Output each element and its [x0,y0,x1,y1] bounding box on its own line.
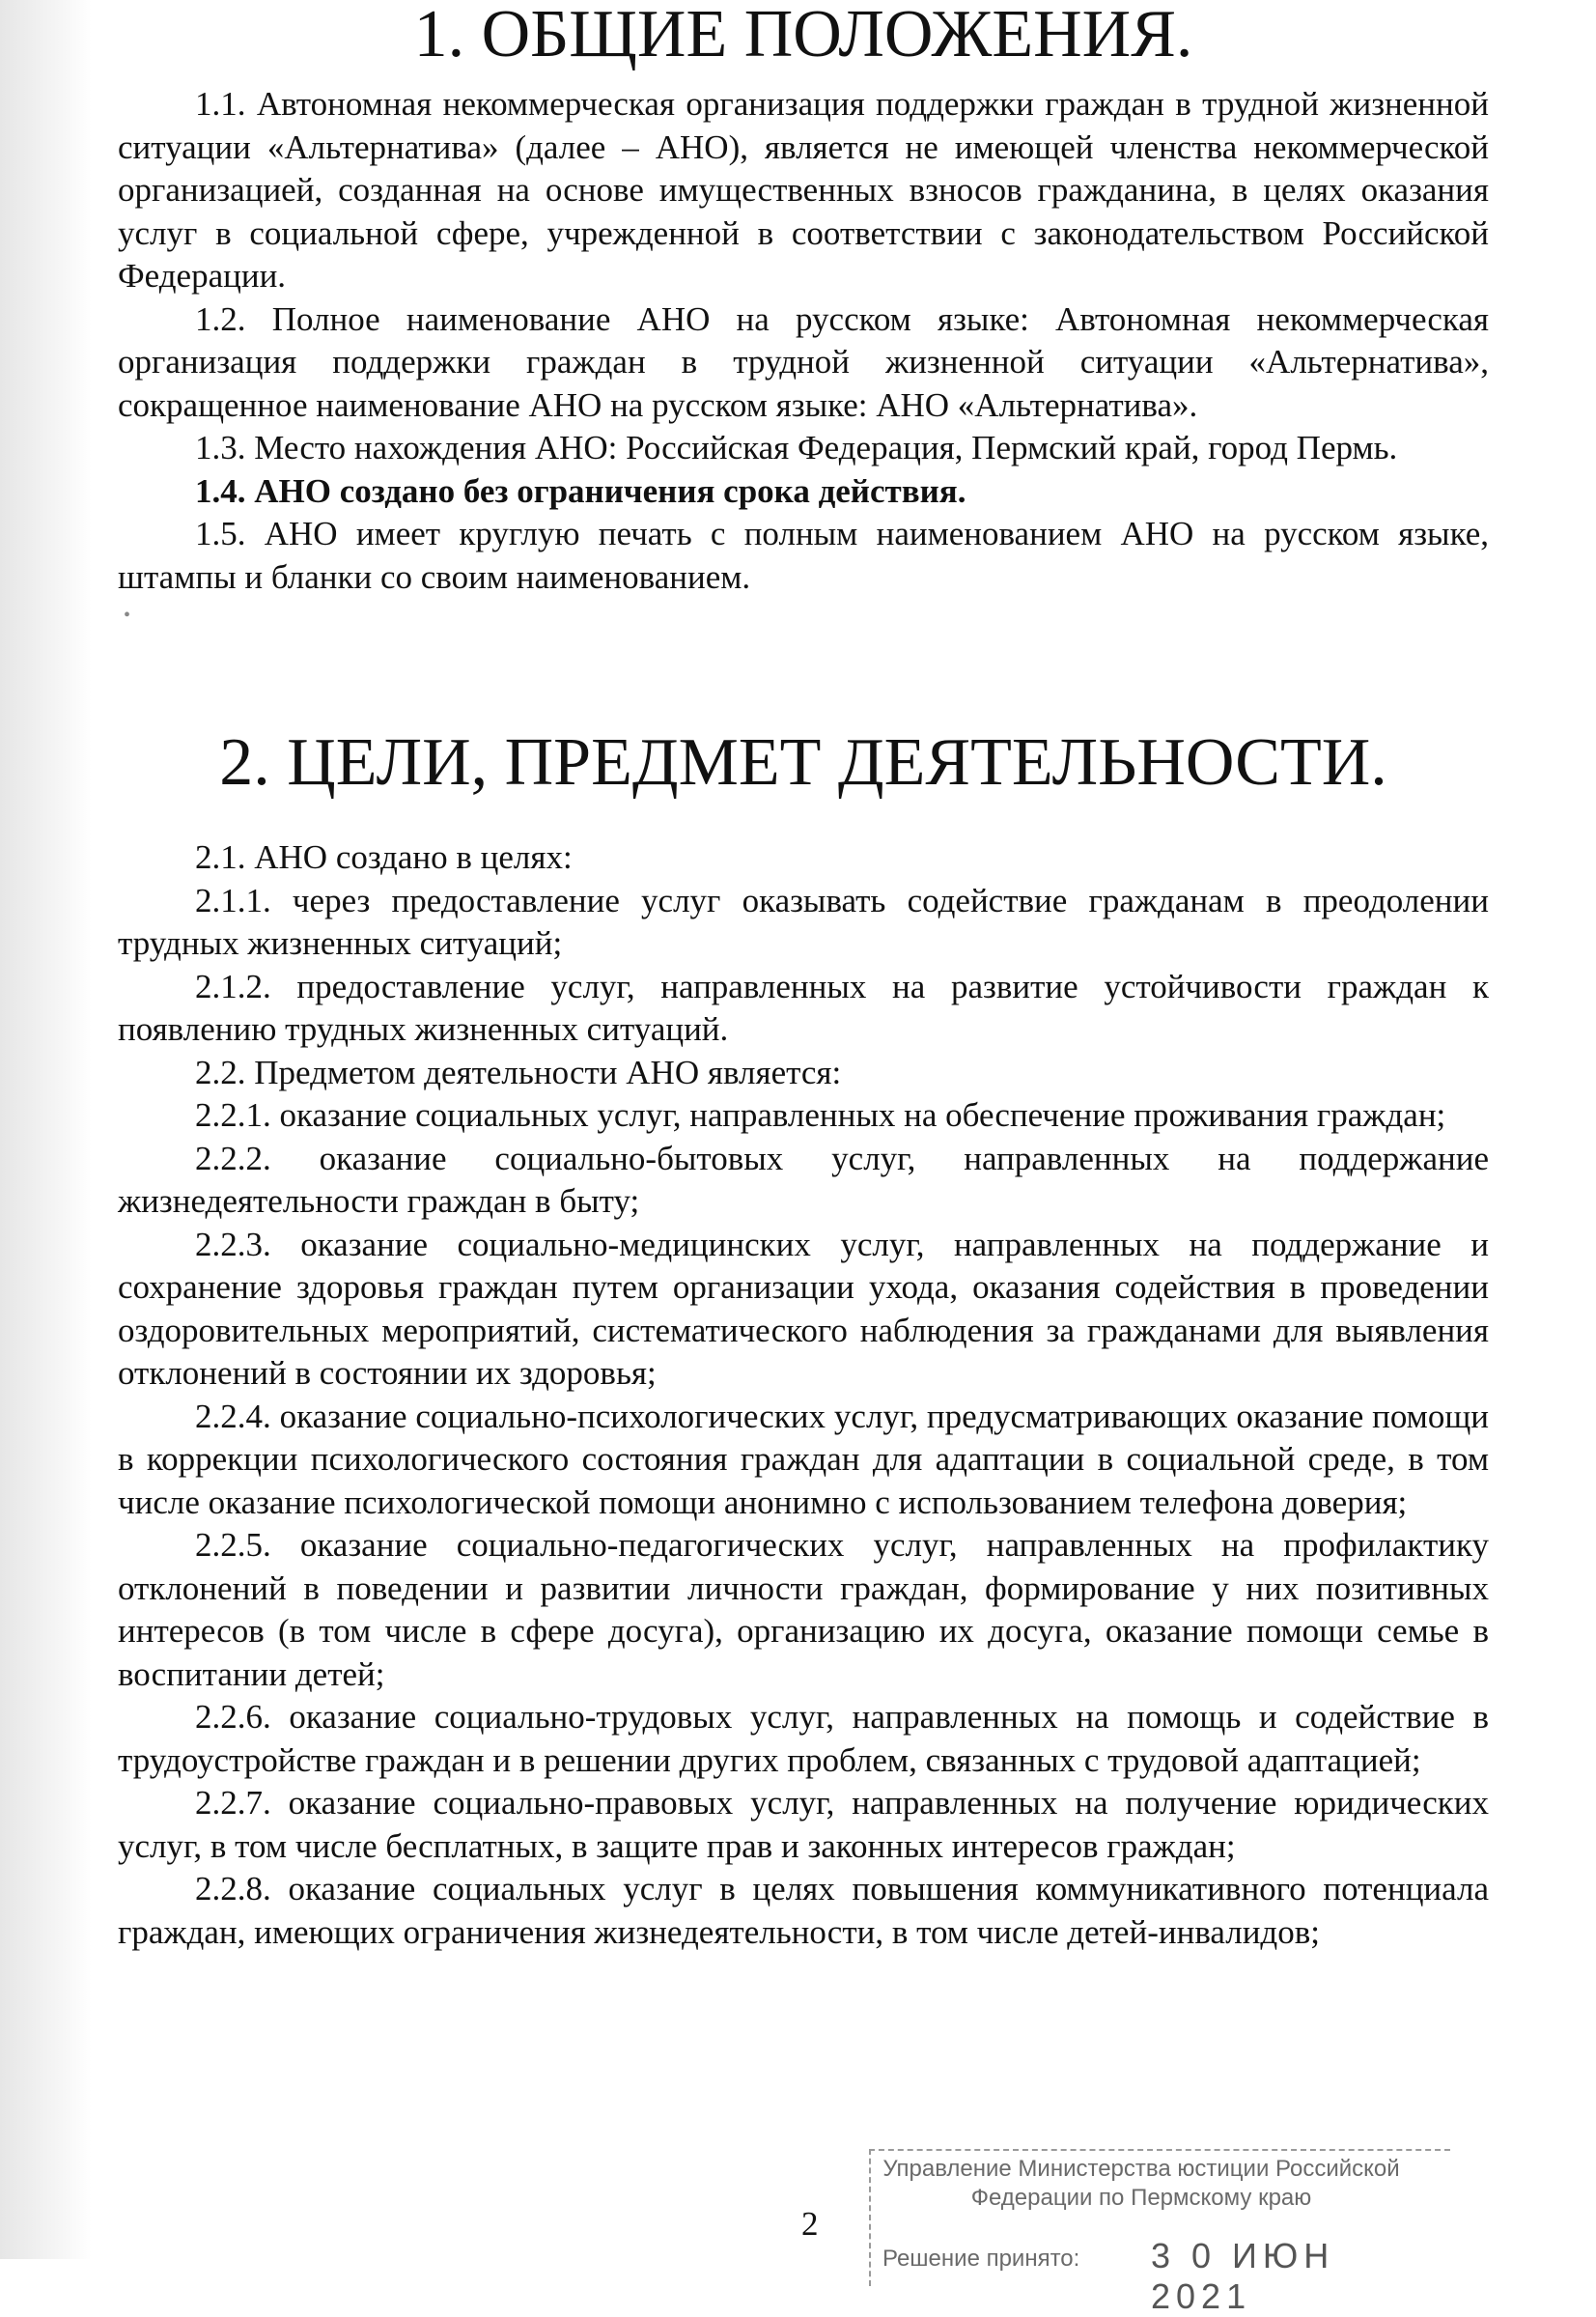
stamp-region-line: Федерации по Пермскому краю [970,2185,1312,2211]
paragraph-2-1-1: 2.1.1. через предоставление услуг оказывать содействие гражданам в преодолении трудных жизненных ситуаций; [118,881,1489,962]
paragraph-2-1: 2.1. АНО создано в целях: [195,838,573,876]
paragraph-2-2-1: 2.2.1. оказание социальных услуг, направленных на обеспечение проживания граждан; [195,1096,1446,1134]
stamp-date: 3 0 ИЮН 2021 [1151,2236,1335,2316]
paragraph-2-2-3: 2.2.3. оказание социально-медицинских услуг, направленных на поддержание и сохранение здоровья граждан путем организации ухода, оказания содействия в проведении оздоровительных мероприятий, систематического наблюдения за гражданами для выявления отклонений в состоянии их здоровья; [118,1225,1489,1392]
registration-stamp [869,2149,1450,2316]
paragraph-2-1-2: 2.1.2. предоставление услуг, направленных на развитие устойчивости граждан к появлению трудных жизненных ситуаций. [118,967,1489,1048]
paragraph-1-4: 1.4. АНО создано без ограничения срока действия. [195,471,966,510]
paragraph-2-2-7: 2.2.7. оказание социально-правовых услуг, направленных на получение юридических услуг, в том числе бесплатных, в защите прав и законных интересов граждан; [118,1784,1489,1865]
section-1-heading: 1. ОБЩИЕ ПОЛОЖЕНИЯ. [413,0,1193,71]
paragraph-2-2: 2.2. Предметом деятельности АНО является: [195,1053,842,1091]
paragraph-2-2-4: 2.2.4. оказание социально-психологических услуг, предусматривающих оказание помощи в коррекции психологического состояния граждан для адаптации в социальной среде, в том числе оказание психологической помощи анонимно с использованием телефона доверия; [118,1397,1489,1521]
paragraph-2-2-8: 2.2.8. оказание социальных услуг в целях повышения коммуникативного потенциала граждан, имеющих ограничения жизнедеятельности, в том числе детей-инвалидов; [118,1870,1489,1951]
stamp-decision-label: Решение принято: [882,2246,1080,2272]
paragraph-2-2-2: 2.2.2. оказание социально-бытовых услуг, направленных на поддержание жизнедеятельности граждан в быту; [118,1139,1489,1220]
paragraph-1-3: 1.3. Место нахождения АНО: Российская Федерация, Пермский край, город Пермь. [195,429,1398,466]
page-number: 2 [801,2205,819,2243]
margin-mark: • [124,605,131,626]
paragraph-1-1: 1.1. Автономная некоммерческая организация поддержки граждан в трудной жизненной ситуации «Альтернатива» (далее – АНО), является не имеющей членства некоммерческой организацией, созданная на основе имущественных взносов гражданина, в целях оказания услуг в социальной сфере, учрежденной в соответствии с законодательством Российской Федерации. [118,85,1489,295]
paragraph-2-2-6: 2.2.6. оказание социально-трудовых услуг, направленных на помощь и содействие в трудоустройстве граждан и в решении других проблем, связанных с трудовой адаптацией; [118,1698,1489,1779]
paragraph-2-2-5: 2.2.5. оказание социально-педагогических услуг, направленных на профилактику отклонений в поведении и развитии личности граждан, формирование у них позитивных интересов (в том числе в сфере досуга), организацию их досуга, оказание помощи семье в воспитании детей; [118,1526,1489,1693]
section-1-body [118,83,1489,599]
paragraph-1-2: 1.2. Полное наименование АНО на русском языке: Автономная некоммерческая организация поддержки граждан в трудной жизненной ситуации «Альтернатива», сокращенное наименование АНО на русском языке: АНО «Альтернатива». [118,299,1489,424]
section-2-body [118,836,1489,1954]
section-2-heading: 2. ЦЕЛИ, ПРЕДМЕТ ДЕЯТЕЛЬНОСТИ. [219,725,1387,800]
page-edge-shadow [0,0,92,2259]
paragraph-1-5: 1.5. АНО имеет круглую печать с полным наименованием АНО на русском языке, штампы и бланки со своим наименованием. [118,515,1489,596]
stamp-authority-line: Управление Министерства юстиции Российской [882,2156,1400,2182]
